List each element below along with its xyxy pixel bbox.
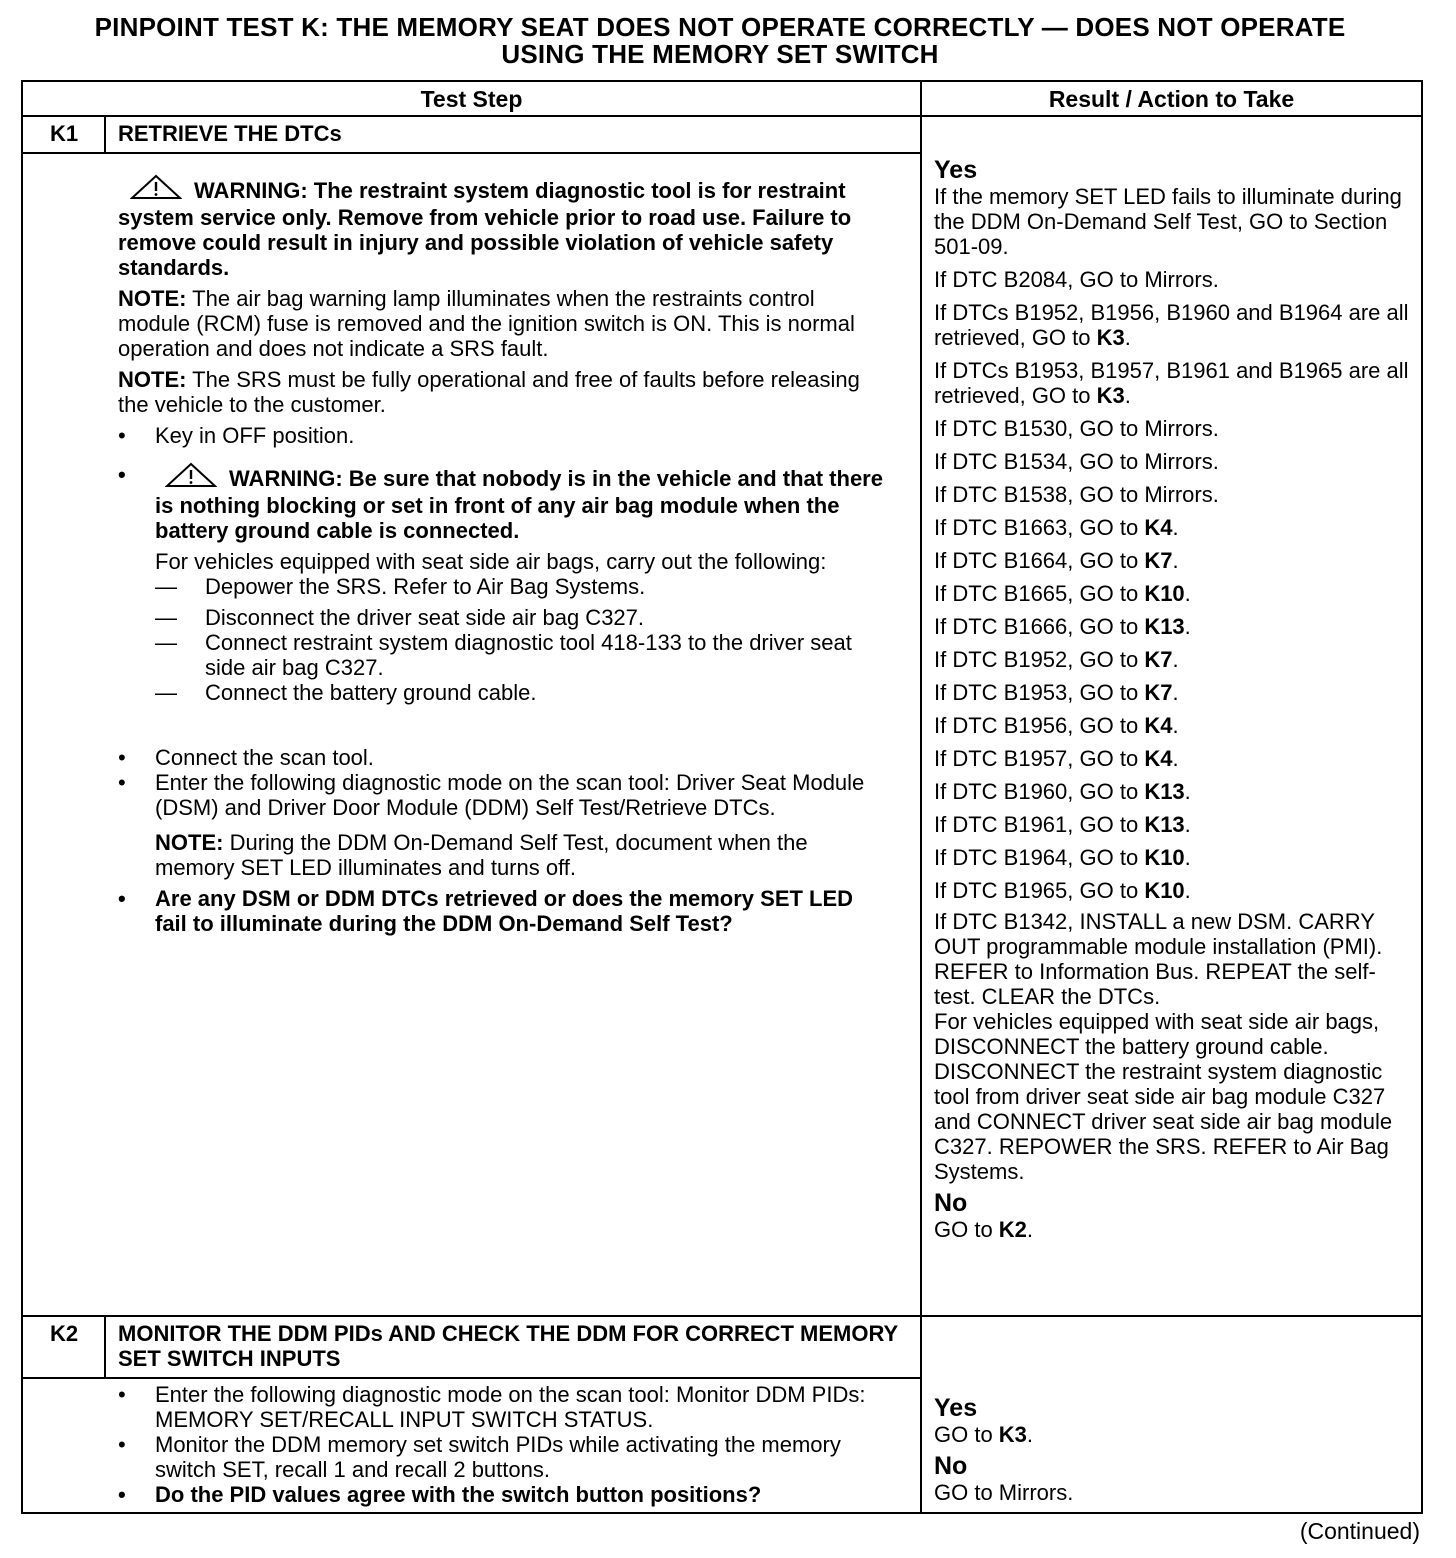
dash-item-4: — Connect the battery ground cable.	[155, 680, 537, 705]
k1-no-action: GO to K2.	[934, 1217, 1034, 1242]
step-id-k1: K1	[49, 121, 79, 146]
step-title-k1: RETRIEVE THE DTCs	[118, 121, 342, 146]
bullet-icon: •	[118, 423, 126, 448]
continued-label: (Continued)	[1299, 1518, 1420, 1544]
go-to-link[interactable]: K13	[1144, 812, 1185, 837]
k2-yes-action: GO to K3.	[934, 1422, 1034, 1447]
dtc-result-line: If DTC B1666, GO to K13.	[934, 614, 1191, 639]
go-to-link[interactable]: K4	[1144, 515, 1173, 540]
step-id-k2: K2	[49, 1321, 79, 1346]
go-to-link[interactable]: K3	[1096, 325, 1125, 350]
go-to-k3-link[interactable]: K3	[998, 1422, 1027, 1447]
result-led-fail: If the memory SET LED fails to illuminate during the DDM On-Demand Self Test, GO to Section 501-09.	[934, 184, 1402, 259]
dtc-result-line: If DTC B1957, GO to K4.	[934, 746, 1179, 771]
k2-body	[118, 1382, 898, 1507]
note-srs-operational: NOTE: The SRS must be fully operational and free of faults before releasing the vehicle to the customer.	[118, 367, 860, 417]
go-to-link[interactable]: K3	[1096, 383, 1125, 408]
bullet-icon: •	[118, 770, 126, 795]
result-b1342: If DTC B1342, INSTALL a new DSM. CARRY OUT programmable module installation (PMI). REFER to Information Bus. REPEAT the self-test. CLEAR the DTCs.	[934, 909, 1383, 1009]
k1-body	[118, 174, 888, 936]
seat-side-intro: For vehicles equipped with seat side air bags, carry out the following:	[155, 549, 827, 574]
dash-item-1: — Depower the SRS. Refer to Air Bag Systems.	[155, 574, 646, 599]
go-to-link[interactable]: K10	[1144, 845, 1185, 870]
k1-yes-label: Yes	[934, 156, 978, 184]
header-result: Result / Action to Take	[1048, 86, 1295, 112]
dash-icon: —	[155, 630, 177, 655]
dtc-result-line: If DTC B1964, GO to K10.	[934, 845, 1191, 870]
go-to-link[interactable]: K13	[1144, 614, 1185, 639]
dtc-result-line: If DTC B1960, GO to K13.	[934, 779, 1191, 804]
go-to-link[interactable]: K7	[1144, 680, 1173, 705]
bullet-icon: •	[118, 886, 126, 911]
dtc-result-line: If DTC B1665, GO to K10.	[934, 581, 1191, 606]
go-to-link[interactable]: Mirrors.	[1144, 482, 1219, 507]
title-line-2: USING THE MEMORY SET SWITCH	[501, 39, 939, 69]
bullet-connect-scan-tool: • Connect the scan tool.	[118, 745, 374, 770]
question-k1: • Are any DSM or DDM DTCs retrieved or does the memory SET LED fail to illuminate during the DDM On-Demand Self Test?	[118, 886, 854, 936]
dash-item-2: — Disconnect the driver seat side air bag C327.	[155, 605, 645, 630]
go-to-link[interactable]: K4	[1144, 713, 1173, 738]
note-set-led: NOTE: During the DDM On-Demand Self Test, document when the memory SET LED illuminates and turns off.	[155, 830, 808, 880]
dash-icon: —	[155, 574, 177, 599]
k2-row-rule	[21, 1315, 1423, 1317]
dash-icon: —	[155, 605, 177, 630]
bullet-icon: •	[118, 1482, 126, 1507]
dtc-result-line: If DTC B1530, GO to Mirrors.	[934, 416, 1219, 441]
go-to-link[interactable]: Mirrors.	[1144, 267, 1219, 292]
dtc-result-line: If DTC B2084, GO to Mirrors.	[934, 267, 1219, 292]
page-title	[20, 14, 1420, 68]
dtc-result-line: If DTCs B1953, B1957, B1961 and B1965 are all retrieved, GO to K3.	[934, 358, 1409, 408]
go-to-link[interactable]: K4	[1144, 746, 1173, 771]
go-to-link[interactable]: Mirrors.	[1144, 449, 1219, 474]
dash-item-3: — Connect restraint system diagnostic tool 418-133 to the driver seat side air bag C327.	[155, 630, 852, 680]
title-line-1: PINPOINT TEST K: THE MEMORY SEAT DOES NOT OPERATE CORRECTLY — DOES NOT OPERATE	[94, 12, 1346, 42]
bullet-icon: •	[118, 745, 126, 770]
go-to-link[interactable]: Mirrors.	[1144, 416, 1219, 441]
bullet-icon: •	[118, 462, 126, 487]
warning-restraint-tool: WARNING: The restraint system diagnostic tool is for restraint system service only. Remove from vehicle prior to road use. Failure to remove could result in injury and possible violation of vehicle safety standards.	[118, 174, 888, 280]
go-to-link[interactable]: K7	[1144, 647, 1173, 672]
k1-results	[934, 157, 1414, 1242]
bullet-activate-switch: • Monitor the DDM memory set switch PIDs while activating the memory switch SET, recall 1 and recall 2 buttons.	[118, 1432, 841, 1482]
dtc-result-line: If DTC B1538, GO to Mirrors.	[934, 482, 1219, 507]
k1-dtc-result-list	[934, 267, 1414, 903]
k2-yes-label: Yes	[934, 1394, 978, 1422]
step-title-k2: MONITOR THE DDM PIDs AND CHECK THE DDM FOR CORRECT MEMORY SET SWITCH INPUTS	[118, 1321, 898, 1371]
dtc-result-line: If DTC B1953, GO to K7.	[934, 680, 1179, 705]
dtc-result-line: If DTC B1952, GO to K7.	[934, 647, 1179, 672]
go-to-link[interactable]: K10	[1144, 878, 1185, 903]
dash-icon: —	[155, 680, 177, 705]
column-divider	[920, 80, 922, 1514]
dtc-result-line: If DTC B1965, GO to K10.	[934, 878, 1191, 903]
note-airbag-lamp: NOTE: The air bag warning lamp illuminates when the restraints control module (RCM) fuse is removed and the ignition switch is ON. This is normal operation and does not indicate a SRS fault.	[118, 286, 855, 361]
dtc-result-line: If DTC B1534, GO to Mirrors.	[934, 449, 1219, 474]
dtc-result-line: If DTC B1961, GO to K13.	[934, 812, 1191, 837]
k1-title-rule	[21, 152, 921, 154]
header-test-step: Test Step	[420, 86, 523, 112]
bullet-icon: •	[118, 1382, 126, 1407]
bullet-icon: •	[118, 1432, 126, 1457]
result-seat-side-airbags: For vehicles equipped with seat side air bags, DISCONNECT the battery ground cable. DISCONNECT the restraint system diagnostic tool from driver seat side air bag module C327 and CONNECT driver seat side air bag module C327. REPOWER the SRS. REFER to Air Bag Systems.	[934, 1009, 1393, 1184]
bullet-monitor-ddm-pids: • Enter the following diagnostic mode on the scan tool: Monitor DDM PIDs: MEMORY SET/RECALL INPUT SWITCH STATUS.	[118, 1382, 866, 1432]
dtc-result-line: If DTC B1664, GO to K7.	[934, 548, 1179, 573]
dtc-result-line: If DTCs B1952, B1956, B1960 and B1964 are all retrieved, GO to K3.	[934, 300, 1409, 350]
k2-no-action: GO to Mirrors.	[934, 1480, 1074, 1505]
k2-no-label: No	[934, 1452, 968, 1480]
k2-results	[934, 1395, 1414, 1505]
question-k2: • Do the PID values agree with the switch button positions?	[118, 1482, 762, 1507]
bullet-enter-diagnostic-mode: • Enter the following diagnostic mode on the scan tool: Driver Seat Module (DSM) and Driver Door Module (DDM) Self Test/Retrieve DTCs.	[118, 770, 865, 820]
warning-triangle-icon	[130, 174, 182, 205]
bullet-key-off: • Key in OFF position.	[118, 423, 355, 448]
warning-nobody-in-vehicle: • WARNING: Be sure that nobody is in the vehicle and that there is nothing blocking or set in front of any air bag module when the battery ground cable is connected.	[118, 462, 883, 543]
go-to-link[interactable]: K13	[1144, 779, 1185, 804]
k2-title-rule	[21, 1377, 921, 1379]
go-to-link[interactable]: K10	[1144, 581, 1185, 606]
k1-no-label: No	[934, 1189, 968, 1217]
go-to-k2-link[interactable]: K2	[998, 1217, 1027, 1242]
go-to-link[interactable]: K7	[1144, 548, 1173, 573]
warning-triangle-icon	[165, 462, 217, 493]
dtc-result-line: If DTC B1956, GO to K4.	[934, 713, 1179, 738]
dtc-result-line: If DTC B1663, GO to K4.	[934, 515, 1179, 540]
